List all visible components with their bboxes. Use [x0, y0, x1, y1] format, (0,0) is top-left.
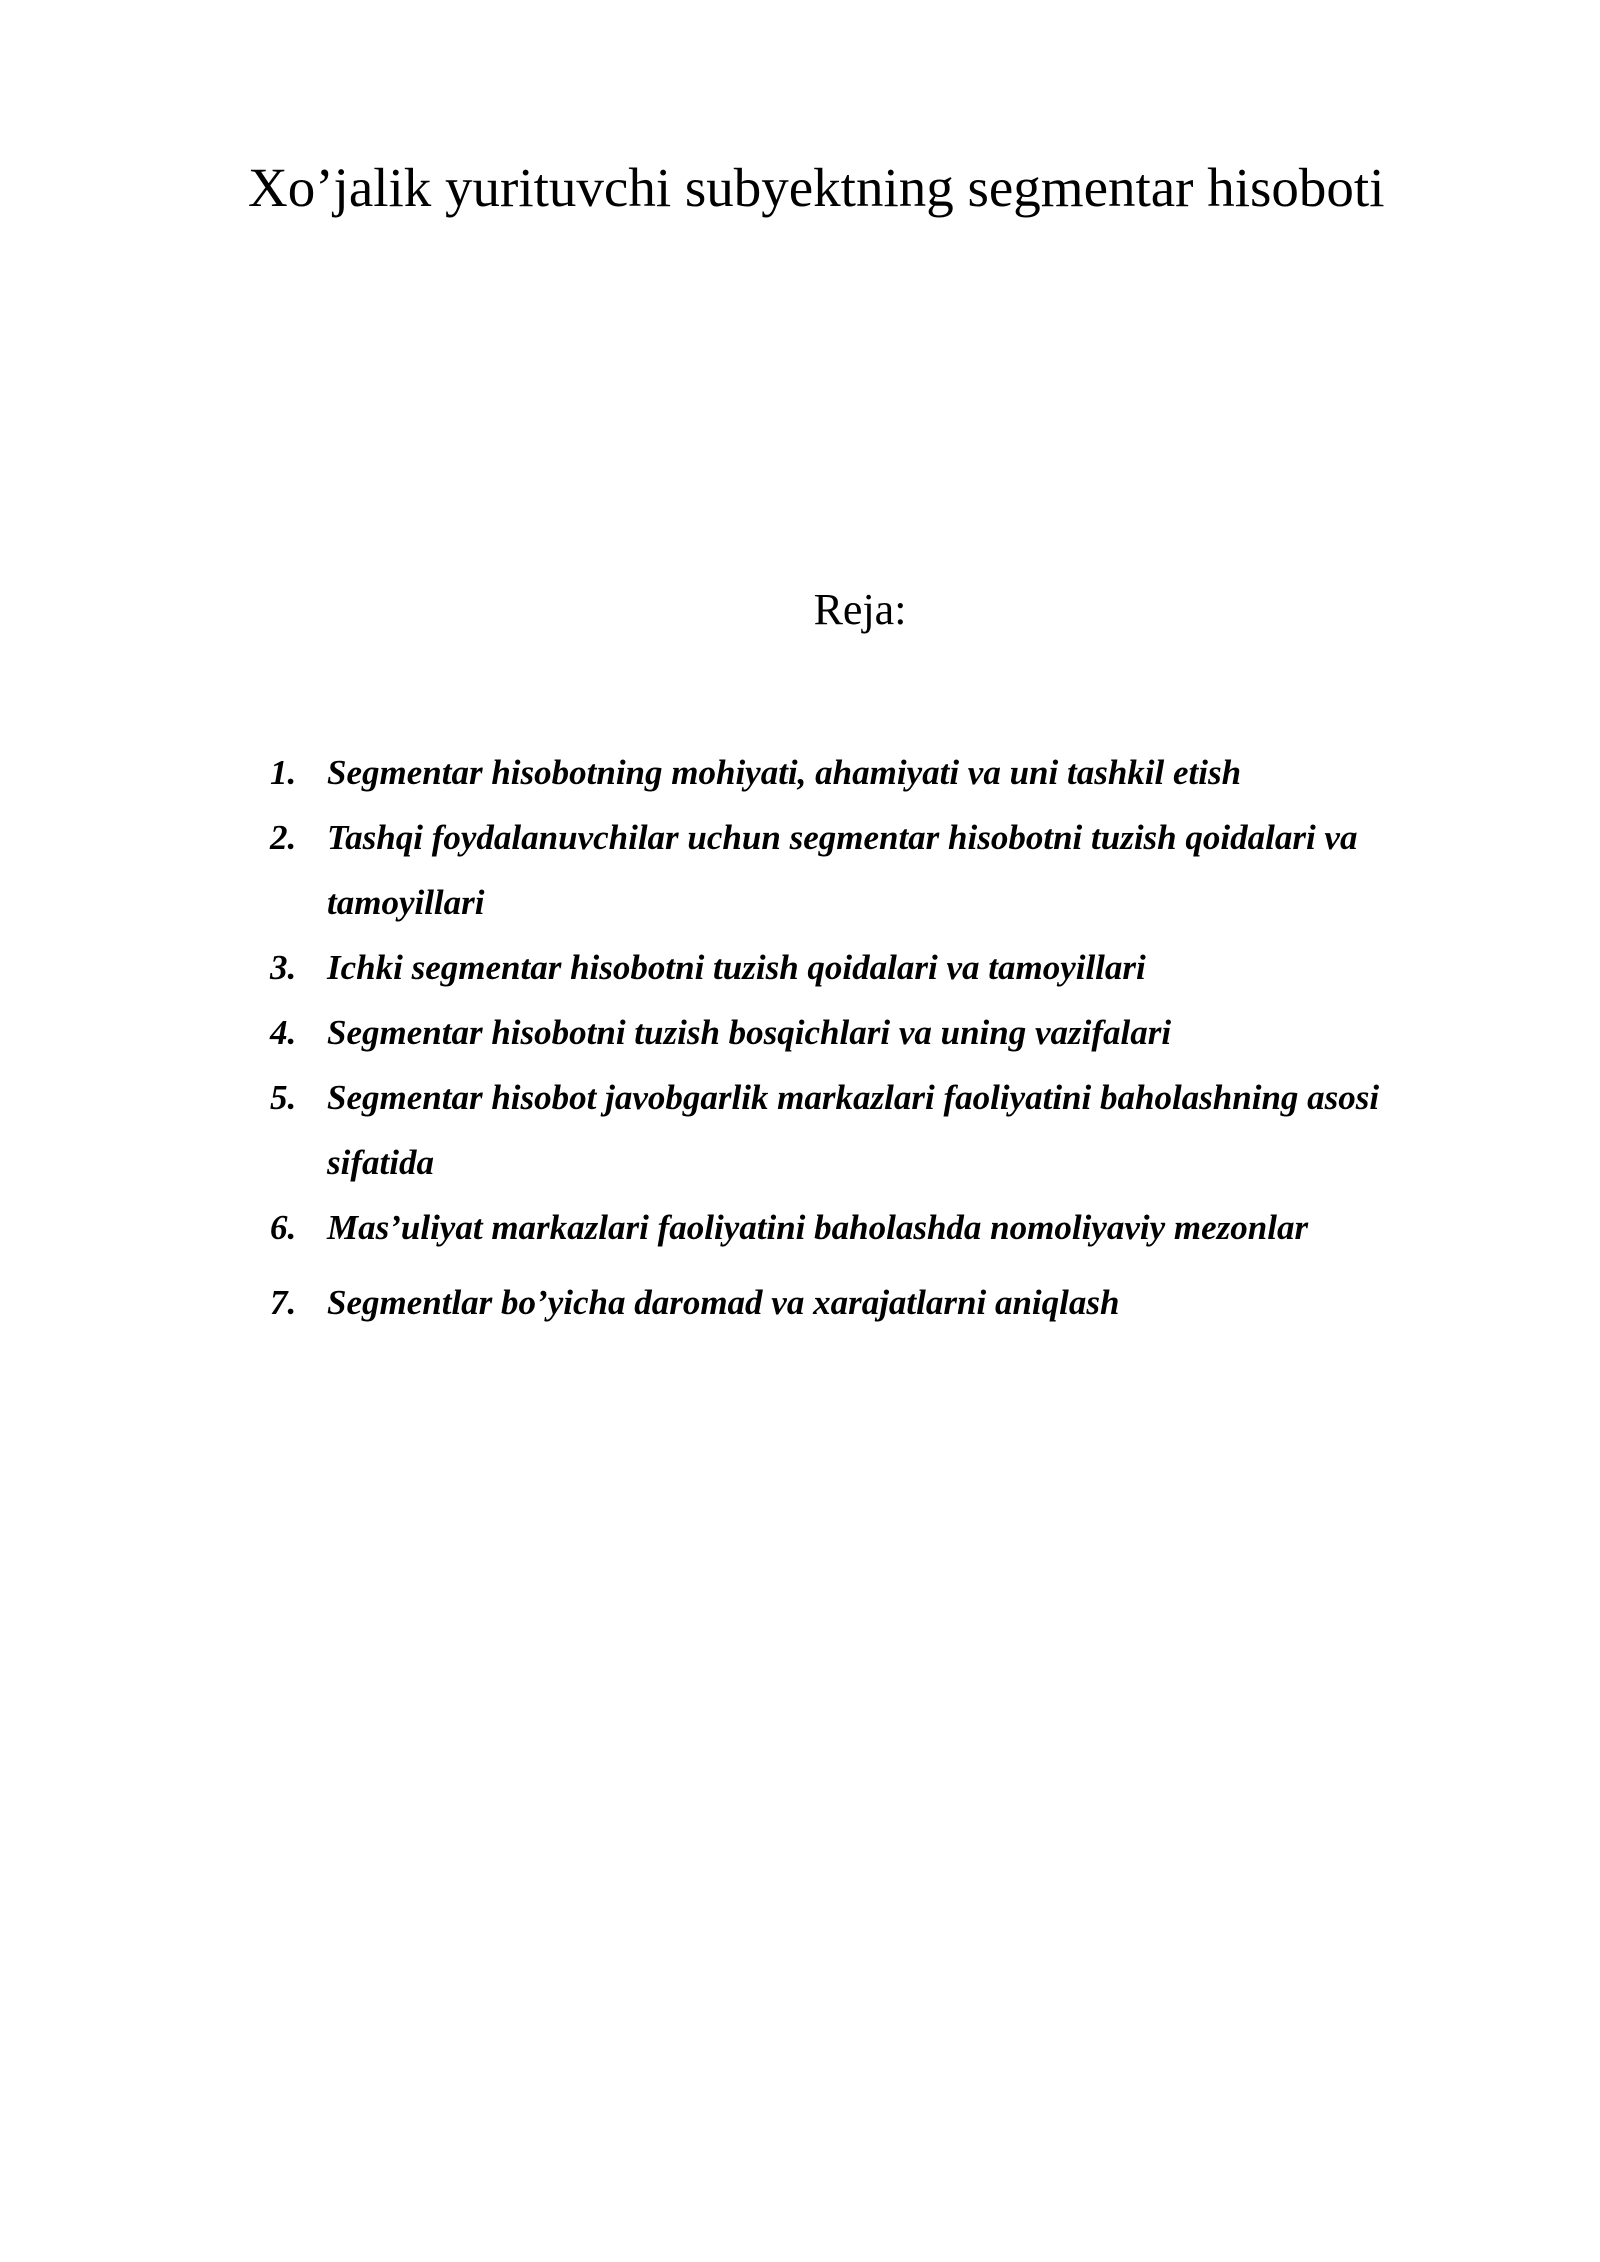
plan-item-text: Segmentar hisobot javobgarlik markazlari faoliyatini baholashning asosi sifatida: [327, 1078, 1380, 1182]
plan-item-text: Tashqi foydalanuvchilar uchun segmentar hisobotni tuzish qoidalari va tamoyillari: [327, 818, 1358, 922]
plan-item-number: 5.: [270, 1078, 297, 1117]
plan-item-number: 4.: [270, 1013, 297, 1052]
plan-item-number: 7.: [270, 1283, 297, 1322]
plan-item-text: Ichki segmentar hisobotni tuzish qoidalari va tamoyillari: [327, 948, 1146, 987]
plan-list: [270, 740, 1490, 1335]
plan-item-text: Segmentar hisobotning mohiyati, ahamiyati va uni tashkil etish: [327, 753, 1242, 792]
plan-heading: Reja:: [813, 585, 907, 634]
plan-item-number: 3.: [270, 948, 297, 987]
page-title: Xo’jalik yurituvchi subyektning segmentar hisoboti: [248, 157, 1385, 218]
plan-item-5: [270, 1065, 1490, 1195]
plan-item-1: [270, 740, 1490, 805]
plan-item-text: Segmentlar bo’yicha daromad va xarajatlarni aniqlash: [327, 1283, 1120, 1322]
plan-item-7: [270, 1270, 1490, 1335]
plan-item-text: Mas’uliyat markazlari faoliyatini baholashda nomoliyaviy mezonlar: [327, 1208, 1309, 1247]
plan-item-4: [270, 1000, 1490, 1065]
plan-item-3: [270, 935, 1490, 1000]
plan-item-number: 2.: [270, 818, 297, 857]
plan-item-number: 6.: [270, 1208, 297, 1247]
plan-item-number: 1.: [270, 753, 297, 792]
plan-item-6: [270, 1195, 1490, 1260]
plan-item-2: [270, 805, 1490, 935]
plan-item-text: Segmentar hisobotni tuzish bosqichlari va uning vazifalari: [327, 1013, 1172, 1052]
